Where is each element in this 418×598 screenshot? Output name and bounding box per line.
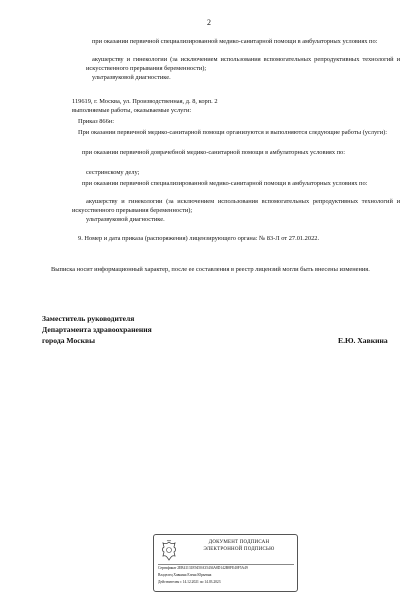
signer-title-line2: Департамента здравоохранения (42, 325, 152, 334)
order-number: 9. Номер и дата приказа (распоряжения) лицензирующего органа: № 83-Л от 27.01.2022. (78, 235, 320, 242)
signer-name: Е.Ю. Хавкина (338, 336, 388, 345)
stamp-owner: Владелец Хавкина Елена Юрьевна (158, 573, 212, 577)
stamp-title (184, 539, 294, 553)
paragraph: при оказании первичной специализированной медико-санитарной помощи в амбулаторных условиях по: (82, 180, 368, 187)
paragraph: при оказании первичной доврачебной медико-санитарной помощи в амбулаторных условиях по: (82, 149, 346, 156)
paragraph: акушерству и гинекологии (за исключением использования вспомогательных репродуктивных технологий и искусственного прерывания беременности); (72, 198, 400, 214)
stamp-title-line2: ЭЛЕКТРОННОЙ ПОДПИСЬЮ (203, 547, 275, 552)
page-number: 2 (207, 18, 211, 27)
stamp-validity: Действителен с 14.12.2021 по 14.03.2023 (158, 580, 221, 584)
paragraph: сестринскому делу; (86, 169, 140, 176)
signer-title-line1: Заместитель руководителя (42, 314, 135, 323)
stamp-title-line1: ДОКУМЕНТ ПОДПИСАН (208, 540, 270, 545)
paragraph: ультразвуковой диагностике. (92, 74, 171, 81)
paragraph: при оказании первичной специализированной медико-санитарной помощи в амбулаторных условиях по: (92, 38, 378, 45)
paragraph: акушерству и гинекологии (за исключением использования вспомогательных репродуктивных технологий и искусственного прерывания беременности); (86, 56, 400, 72)
paragraph: выполняемые работы, оказываемые услуги: (72, 107, 192, 114)
electronic-signature-stamp (153, 534, 298, 592)
paragraph: При оказании первичной медико-санитарной помощи организуются и выполняются следующие работы (услуги): (78, 129, 388, 136)
address: 119619, г. Москва, ул. Производственная, д. 8, корп. 2 (72, 98, 218, 105)
paragraph: ультразвуковой диагностике. (86, 216, 165, 223)
signer-title-line3: города Москвы (42, 336, 96, 345)
stamp-divider (158, 564, 294, 565)
disclaimer: Выписка носит информационный характер, после ее составления в реестр лицензий могли быть внесены изменения. (51, 266, 370, 273)
stamp-certificate: Сертификат 2EB41131E9450A35436A8D142B8FE40F5A49 (158, 566, 248, 570)
coat-of-arms-icon (159, 540, 179, 562)
paragraph: Приказ 866н: (78, 118, 114, 125)
